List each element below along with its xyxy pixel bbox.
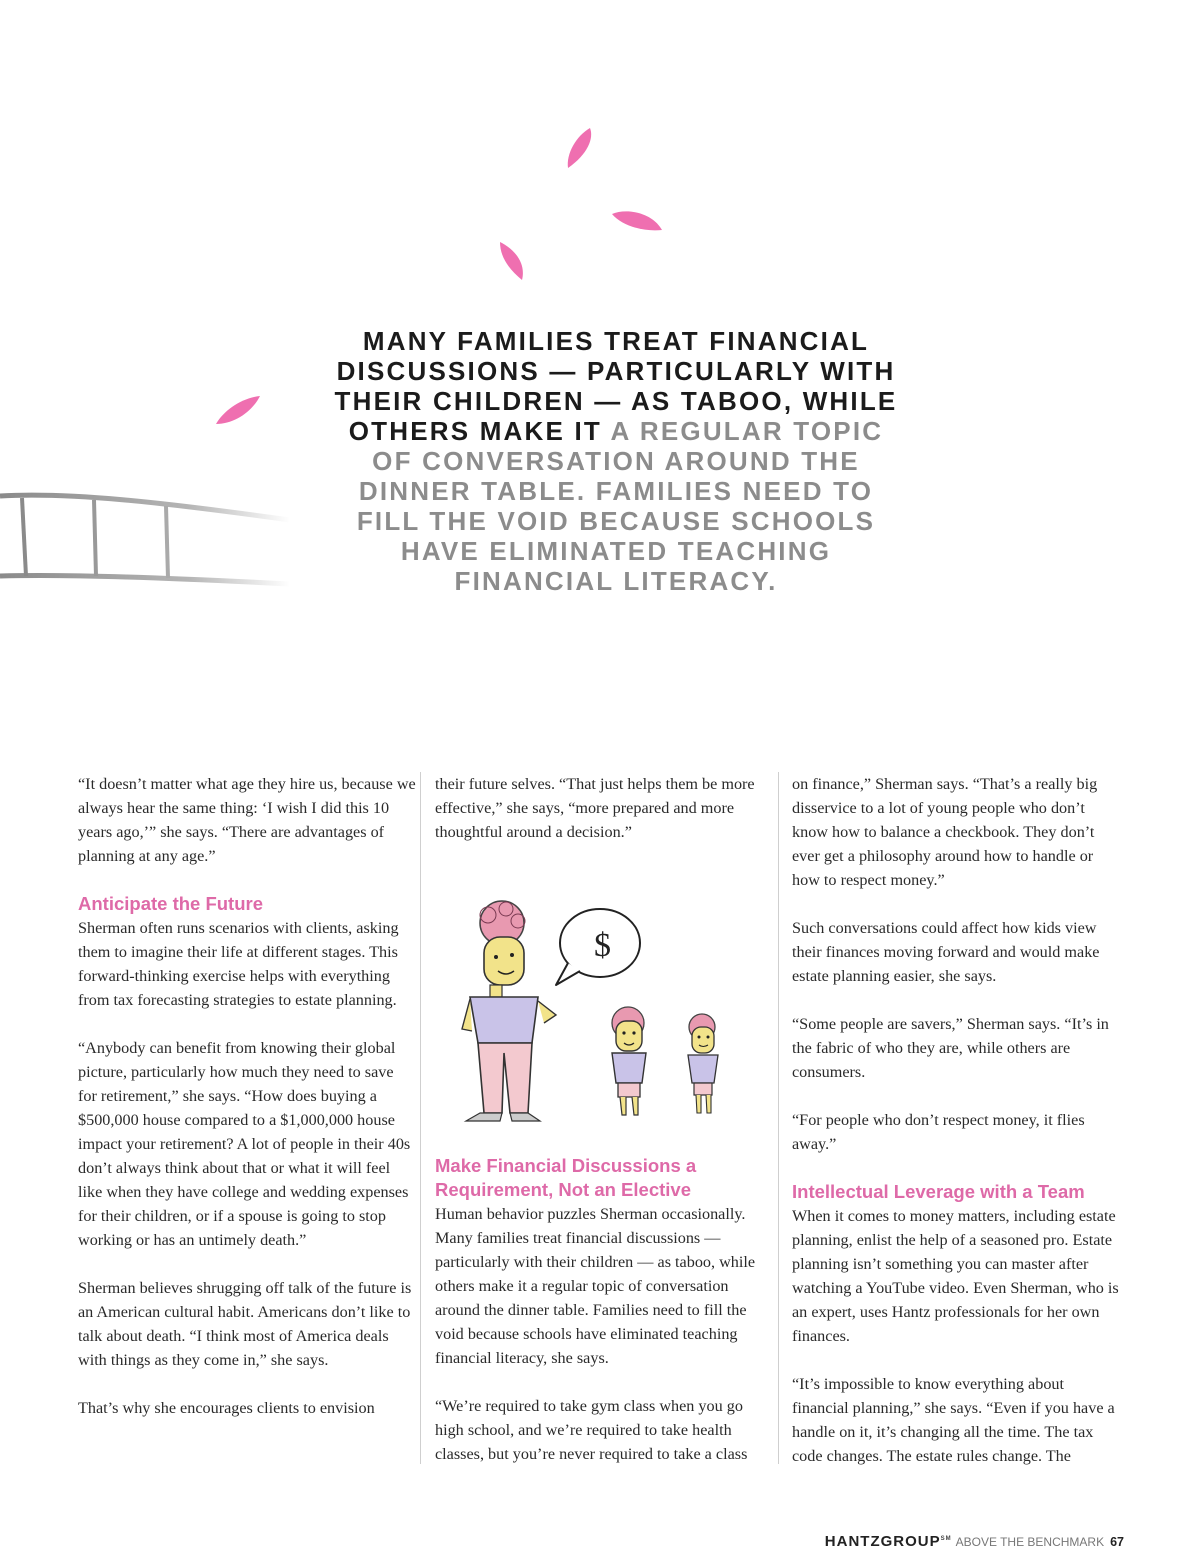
- column-divider: [420, 772, 421, 1464]
- brand-logo: [825, 1533, 952, 1550]
- paragraph: Human behavior puzzles Sherman occasionally. Many families treat financial discussions — particularly with their children — as taboo, while others make it a regular topic of conversation around the dinner table. Families need to fill the void because schools have eliminated teaching financial literacy, she says.: [435, 1205, 756, 1367]
- pull-quote-gray: A REGULAR TOPIC OF CONVERSATION AROUND THE DINNER TABLE. FAMILIES NEED TO FILL THE VOID BECAUSE SCHOOLS HAVE ELIMINATED TEACHING FINANCIAL LITERACY.: [356, 416, 884, 596]
- paragraph: their future selves. “That just helps them be more effective,” she says, “more prepared and more thoughtful around a decision.”: [435, 775, 755, 841]
- paragraph: “We’re required to take gym class when you go high school, and we’re required to take health classes, but you’re never required to take a class: [435, 1397, 748, 1463]
- paragraph: Sherman believes shrugging off talk of the future is an American cultural habit. Americans don’t like to talk about death. “I think most of America deals with things as they come in,” she says.: [78, 1279, 412, 1369]
- paragraph: “For people who don’t respect money, it flies away.”: [792, 1111, 1085, 1153]
- service-mark: SM: [940, 1536, 952, 1542]
- subheading-discussions: Make Financial Discussions a Requirement, Not an Elective: [435, 1155, 697, 1200]
- petal-icon: [560, 124, 600, 172]
- speech-bubble: [556, 909, 640, 985]
- pull-quote: [330, 326, 902, 596]
- subheading-anticipate: Anticipate the Future: [78, 893, 264, 914]
- petal-icon: [494, 238, 530, 284]
- article-column-1: [78, 772, 416, 1420]
- page-footer: [825, 1533, 1124, 1550]
- paragraph: “It doesn’t matter what age they hire us, because we always hear the same thing: ‘I wish I did this 10 years ago,’” she says. “There are advantages of planning at any age.”: [78, 775, 416, 865]
- dollar-sign: $: [594, 927, 611, 964]
- paragraph: on finance,” Sherman says. “That’s a really big disservice to a lot of young people who don’t know how to balance a checkbook. They don’t ever get a philosophy around how to handle or how to respect money.”: [792, 775, 1098, 889]
- column-divider: [778, 772, 779, 1464]
- petal-icon: [608, 206, 666, 236]
- family-illustration: [440, 893, 760, 1133]
- paragraph: “Some people are savers,” Sherman says. “It’s in the fabric of who they are, while others are consumers.: [792, 1015, 1109, 1081]
- child-figure: [688, 1014, 718, 1113]
- paragraph: That’s why she encourages clients to envision: [78, 1399, 375, 1417]
- child-figure: [612, 1007, 646, 1115]
- paragraph: When it comes to money matters, including estate planning, enlist the help of a seasoned pro. Estate planning isn’t something you can master after watching a YouTube video. Even Sherman, who is an expert, uses Hantz professionals for her own finances.: [792, 1207, 1119, 1345]
- pull-quote-dark: MANY FAMILIES TREAT FINANCIAL DISCUSSIONS — PARTICULARLY WITH THEIR CHILDREN — AS TABOO, WHILE OTHERS MAKE IT: [334, 326, 898, 446]
- tagline: ABOVE THE BENCHMARK: [955, 1535, 1105, 1549]
- paragraph: Sherman often runs scenarios with clients, asking them to imagine their life at different stages. This forward-thinking exercise helps with everything from tax forecasting strategies to estate planning.: [78, 919, 399, 1009]
- petal-icon: [212, 392, 264, 428]
- paragraph: Such conversations could affect how kids view their finances moving forward and would make estate planning easier, she says.: [792, 919, 1100, 985]
- railing-illustration: [0, 480, 300, 590]
- brand-name: HANTZGROUP: [824, 1533, 941, 1550]
- paragraph: “Anybody can benefit from knowing their global picture, particularly how much they need to save for retirement,” she says. “How does buying a $500,000 house compared to a $1,000,000 house impact your retirement? A lot of people in their 40s don’t always think about that or what it will feel like when they have college and wedding expenses for their children, or if a spouse is going to stop working or has an untimely death.”: [78, 1039, 411, 1249]
- subheading-leverage: Intellectual Leverage with a Team: [792, 1181, 1085, 1202]
- page-number: 67: [1110, 1535, 1124, 1549]
- adult-figure: [462, 901, 556, 1121]
- article-column-3: [792, 772, 1124, 1468]
- paragraph: “It’s impossible to know everything about financial planning,” she says. “Even if you have a handle on it, it’s changing all the time. The tax code changes. The estate rules change. The: [792, 1375, 1115, 1465]
